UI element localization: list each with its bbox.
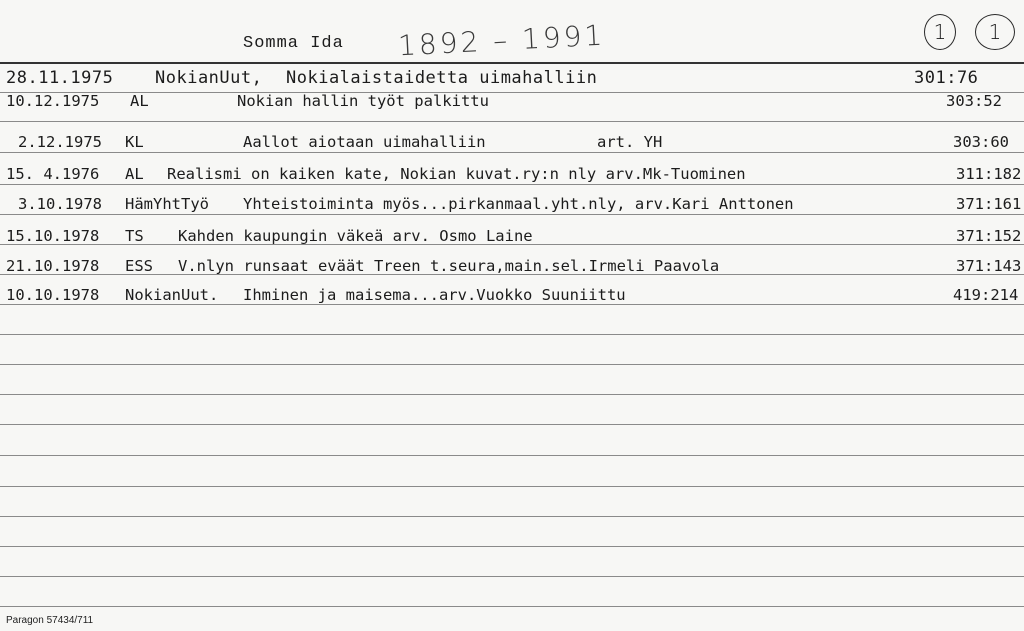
ruled-line bbox=[0, 334, 1024, 335]
entry-ref: 419:214 bbox=[953, 286, 1019, 304]
ruled-line bbox=[0, 606, 1024, 607]
handwritten-years: 1892 – 1991 bbox=[397, 18, 607, 63]
entry-title: Aallot aiotaan uimahalliin bbox=[243, 133, 486, 151]
entry-ref: 303:60 bbox=[953, 133, 1009, 151]
entry-row bbox=[0, 92, 1024, 116]
entry-ref: 371:152 bbox=[956, 227, 1022, 245]
entry-row bbox=[0, 68, 1024, 92]
entry-ref: 301:76 bbox=[914, 68, 979, 88]
entry-date: 15. 4.1976 bbox=[6, 165, 100, 183]
entry-title: V.nlyn runsaat eväät Treen t.seura,main.sel.Irmeli Paavola bbox=[178, 257, 720, 275]
entry-row bbox=[0, 227, 1024, 251]
entry-source: TS bbox=[125, 227, 144, 245]
ruled-line bbox=[0, 364, 1024, 365]
card-mark-circled-2: 1 bbox=[975, 14, 1015, 50]
entry-date: 10.10.1978 bbox=[6, 286, 100, 304]
entry-source: AL bbox=[130, 92, 149, 110]
entry-title: Nokialaistaidetta uimahalliin bbox=[286, 68, 598, 88]
ruled-line bbox=[0, 486, 1024, 487]
entry-source: KL bbox=[125, 133, 144, 151]
ruled-line bbox=[0, 576, 1024, 577]
entry-source: NokianUut. bbox=[125, 286, 219, 304]
entry-date: 28.11.1975 bbox=[6, 68, 114, 88]
entry-row bbox=[0, 257, 1024, 281]
entry-title: Kahden kaupungin väkeä arv. Osmo Laine bbox=[178, 227, 533, 245]
entry-date: 10.12.1975 bbox=[6, 92, 100, 110]
person-name: Somma Ida bbox=[243, 34, 344, 53]
entry-ref: 371:161 bbox=[956, 195, 1022, 213]
card-mark-circled-1: 1 bbox=[924, 14, 956, 50]
entry-date: 2.12.1975 bbox=[18, 133, 102, 151]
ruled-line bbox=[0, 394, 1024, 395]
ruled-line bbox=[0, 546, 1024, 547]
header-rule bbox=[0, 62, 1024, 64]
ruled-line bbox=[0, 424, 1024, 425]
entry-ref: 303:52 bbox=[946, 92, 1002, 110]
entry-row bbox=[0, 286, 1024, 310]
entry-title: Yhteistoiminta myös...pirkanmaal.yht.nly, arv.Kari Anttonen bbox=[243, 195, 794, 213]
entry-row bbox=[0, 133, 1024, 157]
ruled-line bbox=[0, 516, 1024, 517]
entry-ref: 371:143 bbox=[956, 257, 1022, 275]
entry-source: HämYhtTyö bbox=[125, 195, 209, 213]
entry-title: Nokian hallin työt palkittu bbox=[237, 92, 489, 110]
entry-date: 3.10.1978 bbox=[18, 195, 102, 213]
entry-source: AL bbox=[125, 165, 144, 183]
card-print-code: Paragon 57434/711 bbox=[6, 615, 94, 626]
entry-source: ESS bbox=[125, 257, 153, 275]
entry-row bbox=[0, 195, 1024, 219]
ruled-line bbox=[0, 121, 1024, 122]
entry-source: NokianUut, bbox=[155, 68, 263, 88]
ruled-line bbox=[0, 455, 1024, 456]
entry-title: Ihminen ja maisema...arv.Vuokko Suuniittu bbox=[243, 286, 626, 304]
entry-title: Realismi on kaiken kate, Nokian kuvat.ry:n nly arv.Mk-Tuominen bbox=[167, 165, 746, 183]
entry-row bbox=[0, 165, 1024, 189]
entry-date: 15.10.1978 bbox=[6, 227, 100, 245]
entry-date: 21.10.1978 bbox=[6, 257, 100, 275]
entry-ref: 311:182 bbox=[956, 165, 1022, 183]
entry-note: art. YH bbox=[597, 133, 663, 151]
